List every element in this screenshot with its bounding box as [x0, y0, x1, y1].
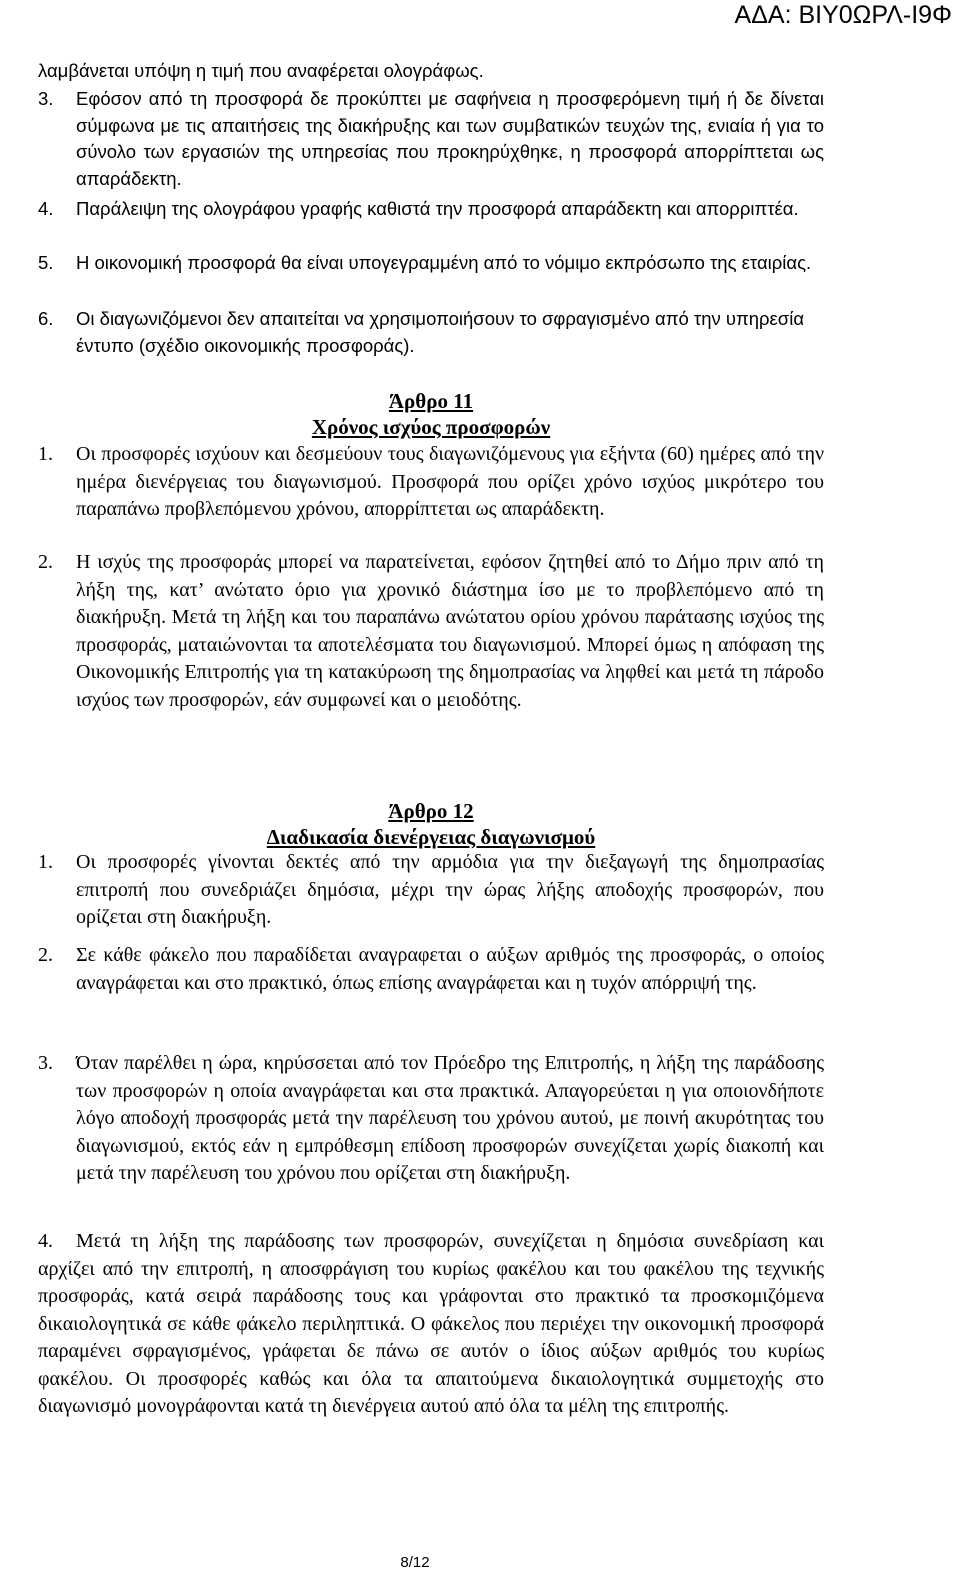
clause-5 — [38, 250, 824, 277]
article-11-clause-2 — [38, 549, 824, 714]
clause-number: 4. — [38, 198, 54, 219]
page-number: 8/12 — [400, 1554, 430, 1571]
article-11-clause-1 — [38, 441, 824, 524]
article-12-clause-3 — [38, 1050, 824, 1188]
clause-number: 3. — [38, 1052, 53, 1074]
clause-text: Εφόσον από τη προσφορά δε προκύπτει με σαφήνεια η προσφερόμενη τιμή ή δε δίνεται σύμφωνα με τις απαιτήσεις της διακήρυξης και των συμβατικών τευχών της, ενιαία ή για το σύνολο των εργασιών της υπηρεσίας που προκηρύχθηκε, η προσφορά απορρίπτεται ως απαράδεκτη. — [76, 88, 824, 189]
clause-text: Οι διαγωνιζόμενοι δεν απαιτείται να χρησιμοποιήσουν το σφραγισμένο από την υπηρεσία έντυπο (σχέδιο οικονομικής προσφοράς). — [76, 308, 805, 356]
clause-number: 3. — [38, 88, 54, 109]
article-12-subtitle: Διαδικασία διενέργειας διαγωνισμού — [266, 825, 596, 849]
clause-text: Οι προσφορές ισχύουν και δεσμεύουν τους διαγωνιζόμενους για εξήντα (60) ημέρες από την ημέρα διενέργειας του διαγωνισμού. Προσφορά που ορίζει χρόνο ισχύος μικρότερο του παραπάνω προβλεπόμενου χρόνου, απορρίπτεται ως απαράδεκτη. — [76, 443, 824, 520]
article-12-title: Άρθρο 12 — [388, 799, 474, 823]
article-12-clause-2 — [38, 942, 824, 997]
clause-text: Όταν παρέλθει η ώρα, κηρύσσεται από τον Πρόεδρο της Επιτροπής, η λήξη της παράδοσης των προσφορών η οποία αναγράφεται και στα πρακτικά. Απαγορεύεται η για οποιονδήποτε λόγο αποδοχή προσφοράς μετά την παρέλευση του χρόνου αυτού, με ποινή ακυρότητας του διαγωνισμού, εκτός εάν η εμπρόθεσμη επίδοση προσφορών συνεχίζεται χωρίς διακοπή και μετά την παρέλευση του χρόνου που ορίζεται στη διακήρυξη. — [76, 1052, 824, 1184]
clause-text: Οι προσφορές γίνονται δεκτές από την αρμόδια για την διεξαγωγή της δημοπρασίας επιτροπή που συνεδριάζει δημόσια, μέχρι την ώρας λήξης αποδοχής προσφορών, που ορίζεται στη διακήρυξη. — [76, 851, 824, 928]
article-11-title: Άρθρο 11 — [388, 389, 474, 413]
clause-text: Η ισχύς της προσφοράς μπορεί να παρατείνεται, εφόσον ζητηθεί από το Δήμο πριν από τη λήξη της, κατ’ ανώτατο όριο για χρονικό διάστημα ίσο με το προβλεπόμενο από τη διακήρυξη. Μετά τη λήξη και του παραπάνω ανώτατου ορίου χρόνου παράτασης ισχύος της προσφοράς, ματαιώνονται τα αποτελέσματα του διαγωνισμού. Μπορεί όμως η απόφαση της Οικονομικής Επιτροπής για τη κατακύρωση της δημοπρασίας να ληφθεί και μετά τη πάροδο ισχύος των προσφορών, εάν συμφωνεί και ο μειοδότης. — [76, 551, 824, 711]
clause-text: Παράλειψη της ολογράφου γραφής καθιστά την προσφορά απαράδεκτη και απορριπτέα. — [76, 198, 799, 219]
clause-number: 5. — [38, 252, 54, 273]
clause-number: 6. — [38, 308, 54, 329]
clause-number: 1. — [38, 443, 53, 465]
clause-6 — [38, 306, 824, 359]
clause-text: Μετά τη λήξη της παράδοσης των προσφορών, συνεχίζεται η δημόσια συνεδρίαση και αρχίζει από την επιτροπή, η αποσφράγιση του κυρίως φακέλου και του φακέλου της τεχνικής προσφοράς, κατά σειρά παράδοσης τους και γράφονται στο πρακτικό τα προσκομιζόμενα δικαιολογητικά σε κάθε φάκελο περιληπτικά. Ο φάκελος που περιέχει την οικονομική προσφορά παραμένει σφραγισμένος, γράφεται δε πάνω σε αυτόν ο ίδιος αύξων αριθμός του κυρίως φακέλου. Οι προσφορές καθώς και όλα τα απαιτούμενα δικαιολογητικά συμμετοχής στο διαγωνισμό μονογράφονται κατά τη διενέργεια αυτού από όλα τα μέλη της επιτροπής. — [38, 1230, 824, 1417]
clause-4 — [38, 196, 824, 223]
article-12-clause-1 — [38, 849, 824, 932]
clause-3 — [38, 86, 824, 192]
clause-number: 1. — [38, 851, 53, 873]
clause-text: Σε κάθε φάκελο που παραδίδεται αναγραφεται ο αύξων αριθμός της προσφοράς, ο οποίος αναγράφεται και στο πρακτικό, όπως επίσης αναγράφεται και η τυχόν απόρριψή της. — [76, 944, 824, 994]
clause-number: 2. — [38, 944, 53, 966]
clause-number: 2. — [38, 551, 53, 573]
intro-paragraph: λαμβάνεται υπόψη η τιμή που αναφέρεται ολογράφως. — [38, 60, 484, 81]
clause-number: 4. — [38, 1230, 53, 1252]
article-12-clause-4 — [38, 1228, 824, 1421]
clause-text: Η οικονομική προσφορά θα είναι υπογεγραμμένη από το νόμιμο εκπρόσωπο της εταιρίας. — [76, 252, 812, 273]
article-11-subtitle: Χρόνος ισχύος προσφορών — [311, 415, 551, 439]
document-ada-code: ΑΔΑ: ΒΙΥ0ΩΡΛ-Ι9Φ — [734, 1, 952, 29]
